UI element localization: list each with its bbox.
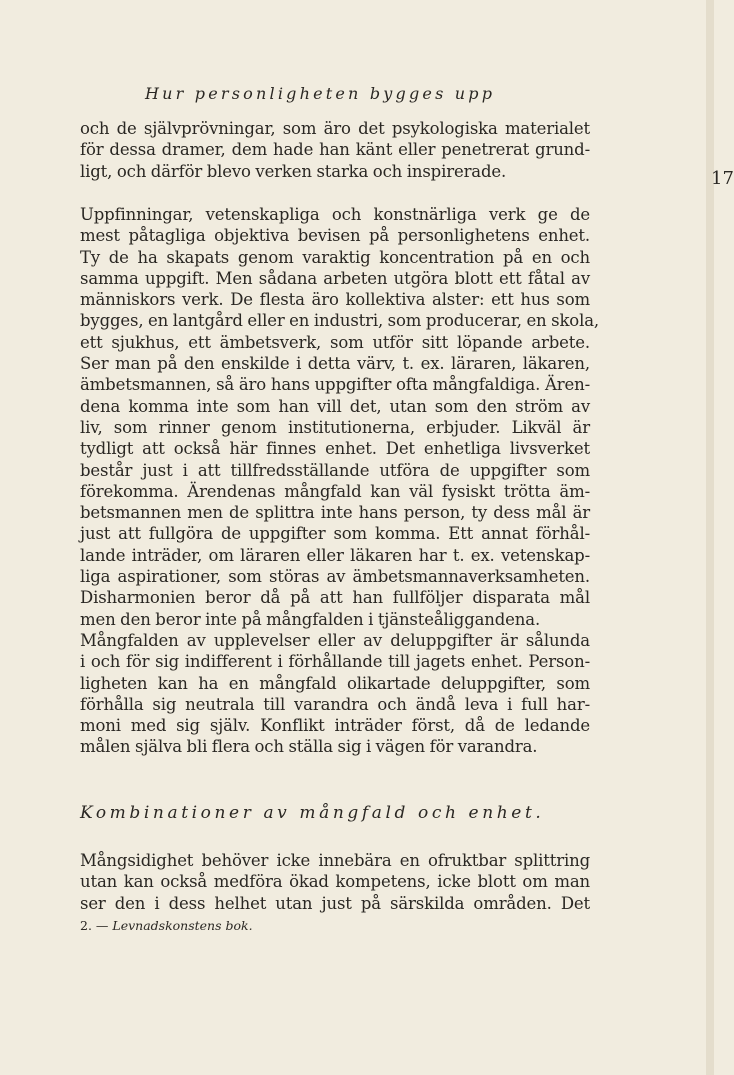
text-line: ämbetsmannen, så äro hans uppgifter ofta mångfaldiga. Ären- bbox=[80, 375, 590, 395]
text-line: lande inträder, om läraren eller läkaren har t. ex. vetenskap- bbox=[80, 545, 590, 565]
text-line: ett sjukhus, ett ämbetsverk, som utför sitt löpande arbete. bbox=[80, 332, 590, 352]
text-line: just att fullgöra de uppgifter som komma. Ett annat förhål- bbox=[80, 524, 590, 544]
text-line: ligheten kan ha en mångfald olikartade deluppgifter, som bbox=[80, 673, 590, 693]
text-line: dena komma inte som han vill det, utan som den ström av bbox=[80, 396, 590, 416]
text-line: och de självprövningar, som äro det psykologiska materialet bbox=[80, 119, 590, 138]
text-line: bygges, en lantgård eller en industri, som producerar, en skola, bbox=[80, 311, 599, 331]
text-line: Disharmonien beror då på att han fullföljer disparata mål bbox=[80, 588, 590, 608]
paragraph-3 bbox=[80, 850, 590, 914]
text-line: tydligt att också här finnes enhet. Det enhetliga livsverket bbox=[80, 439, 590, 459]
text-line: moni med sig själv. Konflikt inträder först, då de ledande bbox=[80, 716, 590, 736]
text-line: utan kan också medföra ökad kompetens, icke blott om man bbox=[80, 872, 590, 892]
text-line: liga aspirationer, som störas av ämbetsmannaverksamheten. bbox=[80, 567, 590, 587]
text-line: i och för sig indifferent i förhållande till jagets enhet. Person- bbox=[80, 652, 590, 672]
text-line: samma uppgift. Men sådana arbeten utgöra blott ett fåtal av bbox=[80, 268, 590, 288]
text-line: Mångfalden av upplevelser eller av deluppgifter är sålunda bbox=[80, 630, 590, 650]
text-line: Uppfinningar, vetenskapliga och konstnärliga verk ge de bbox=[80, 205, 590, 224]
signature-mark: 2. — bbox=[80, 918, 109, 933]
page-edge bbox=[706, 0, 714, 1075]
paragraph-2 bbox=[80, 204, 599, 758]
text-line: förhålla sig neutrala till varandra och ändå leva i full har- bbox=[80, 694, 590, 714]
text-line: mest påtagliga objektiva bevisen på personlighetens enhet. bbox=[80, 226, 590, 246]
text-line: ser den i dess helhet utan just på särskilda områden. Det bbox=[80, 893, 590, 913]
text-line: men den beror inte på mångfalden i tjänsteåliggandena. bbox=[80, 609, 541, 629]
text-line: Mångsidighet behöver icke innebära en ofruktbar splittring bbox=[80, 851, 590, 870]
text-line: Ser man på den enskilde i detta värv, t. ex. läraren, läkaren, bbox=[80, 354, 590, 374]
signature-footnote bbox=[80, 918, 253, 933]
text-line: består just i att tillfredsställande utföra de uppgifter som bbox=[80, 460, 590, 480]
text-line: förekomma. Ärendenas mångfald kan väl fysiskt trötta äm- bbox=[80, 481, 590, 501]
text-line: betsmannen men de splittra inte hans person, ty dess mål är bbox=[80, 503, 590, 523]
paragraph-1 bbox=[80, 118, 590, 182]
running-title: Hur personligheten bygges upp bbox=[145, 84, 496, 103]
section-heading: Kombinationer av mångfald och enhet. bbox=[80, 803, 545, 823]
text-line: för dessa dramer, dem hade han känt eller penetrerat grund- bbox=[80, 140, 590, 160]
book-title: Levnadskonstens bok. bbox=[112, 918, 253, 933]
text-line: Ty de ha skapats genom varaktig koncentration på en och bbox=[80, 247, 590, 267]
text-line: målen själva bli flera och ställa sig i vägen för varandra. bbox=[80, 737, 538, 757]
text-line: människors verk. De flesta äro kollektiva alster: ett hus som bbox=[80, 290, 590, 310]
text-line: liv, som rinner genom institutionerna, erbjuder. Likväl är bbox=[80, 417, 590, 437]
text-line: ligt, och därför blevo verken starka och inspirerade. bbox=[80, 161, 507, 181]
page-number: 17 bbox=[711, 168, 734, 189]
